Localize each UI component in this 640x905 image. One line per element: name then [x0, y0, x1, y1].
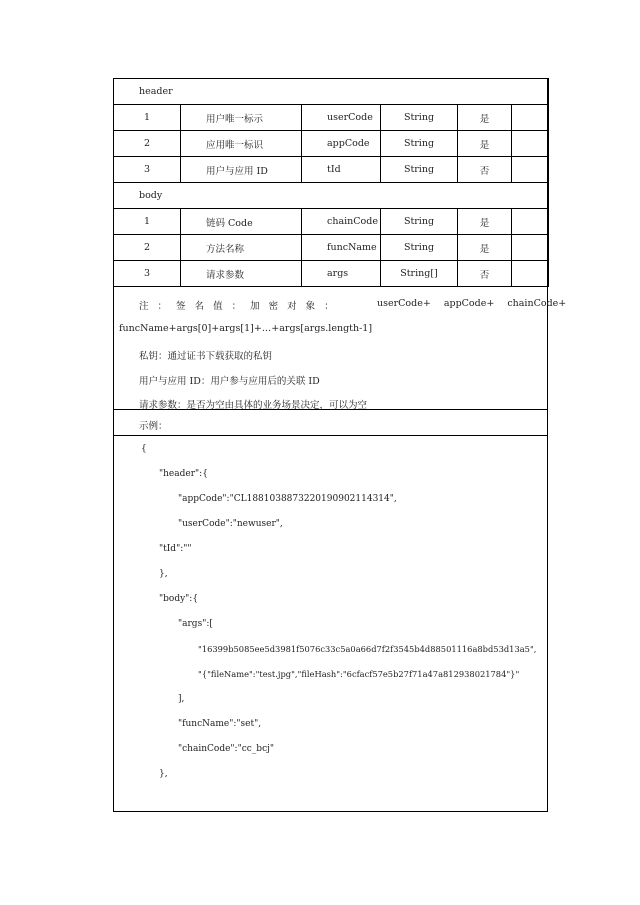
code-line: "body":{ — [159, 594, 199, 604]
section-label: header — [114, 79, 549, 105]
param-required: 否 — [458, 261, 512, 287]
sign-continuation: funcName+args[0]+args[1]+…+args[args.length-1] — [119, 323, 373, 334]
param-name: 链码 Code — [181, 209, 302, 235]
code-line: ], — [178, 694, 185, 704]
param-required: 是 — [458, 105, 512, 131]
section-body-row — [114, 183, 549, 209]
code-line: "tId":"" — [159, 544, 192, 554]
example-title: 示例： — [139, 421, 168, 432]
param-required: 否 — [458, 157, 512, 183]
code-line: "appCode":"CL1881038873220190902114314", — [178, 494, 397, 504]
code-line: "header":{ — [159, 469, 208, 479]
param-required: 是 — [458, 235, 512, 261]
param-required: 是 — [458, 131, 512, 157]
param-type: String — [381, 209, 458, 235]
code-line: }, — [159, 769, 168, 779]
sign-label: 注 ： 签 名 值 ： 加 密 对 象 ： — [139, 301, 334, 312]
param-name: 用户与应用 ID — [181, 157, 302, 183]
table-row — [114, 105, 549, 131]
row-number: 2 — [114, 235, 181, 261]
param-field: appCode — [302, 131, 381, 157]
param-extra — [512, 157, 549, 183]
param-name: 方法名称 — [181, 235, 302, 261]
param-field: tId — [302, 157, 381, 183]
param-type: String — [381, 105, 458, 131]
section-label: body — [114, 183, 549, 209]
param-extra — [512, 235, 549, 261]
section-header-row — [114, 79, 549, 105]
code-line: "chainCode":"cc_bcj" — [178, 744, 275, 754]
divider — [114, 409, 547, 410]
row-number: 3 — [114, 157, 181, 183]
param-name: 应用唯一标识 — [181, 131, 302, 157]
param-field: funcName — [302, 235, 381, 261]
param-type: String — [381, 157, 458, 183]
args-note: 请求参数：是否为空由具体的业务场景决定，可以为空 — [139, 400, 368, 411]
param-type: String — [381, 235, 458, 261]
document-page — [113, 78, 567, 812]
param-field: args — [302, 261, 381, 287]
param-field: chainCode — [302, 209, 381, 235]
notes-section — [114, 285, 567, 411]
table-row — [114, 209, 549, 235]
param-type: String[] — [381, 261, 458, 287]
code-line: "userCode":"newuser", — [178, 519, 283, 529]
table-row — [114, 261, 549, 287]
sign-value: userCode+ appCode+ chainCode+ — [377, 298, 567, 309]
tid-note: 用户与应用 ID：用户参与应用后的关联 ID — [139, 376, 320, 387]
row-number: 1 — [114, 105, 181, 131]
table-row — [114, 131, 549, 157]
code-line: "funcName":"set", — [178, 719, 262, 729]
code-line: "{"fileName":"test.jpg","fileHash":"6cfacf57e5b27f71a47a812938021784"}" — [198, 669, 520, 679]
private-key-note: 私钥：通过证书下载获取的私钥 — [139, 351, 273, 362]
param-field: userCode — [302, 105, 381, 131]
table-row — [114, 157, 549, 183]
row-number: 3 — [114, 261, 181, 287]
parameter-table — [113, 78, 549, 287]
code-line: }, — [159, 569, 168, 579]
table-row — [114, 235, 549, 261]
row-number: 2 — [114, 131, 181, 157]
code-line: "args":[ — [178, 619, 213, 629]
param-extra — [512, 209, 549, 235]
row-number: 1 — [114, 209, 181, 235]
code-line: { — [141, 444, 147, 454]
param-name: 用户唯一标示 — [181, 105, 302, 131]
param-extra — [512, 105, 549, 131]
param-type: String — [381, 131, 458, 157]
param-extra — [512, 131, 549, 157]
param-name: 请求参数 — [181, 261, 302, 287]
param-required: 是 — [458, 209, 512, 235]
code-line: "16399b5085ee5d3981f5076c33c5a0a66d7f2f3545b4d88501116a8bd53d13a5", — [198, 644, 537, 654]
divider — [114, 435, 547, 436]
param-extra — [512, 261, 549, 287]
